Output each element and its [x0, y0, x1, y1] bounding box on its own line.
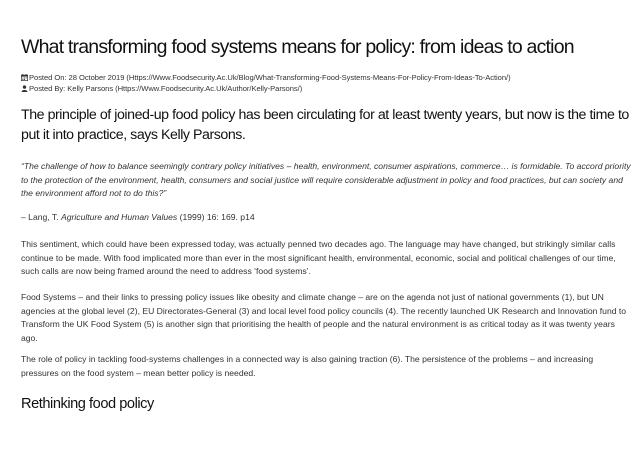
block-quote: “The challenge of how to balance seemingly contrary policy initiatives – health, environment, consumer aspirations, commerce… is formidable. To accord priority to the protection of the environment, health, consumers and social justice will require considerable adjustment in policy and food practices, but can society and the environment afford not to do this?”	[21, 161, 631, 199]
quote-citation	[21, 211, 631, 224]
posted-on[interactable]	[21, 73, 633, 83]
calendar-icon	[21, 74, 28, 81]
paragraph-3: The role of policy in tackling food-systems challenges in a connected way is also gaining traction (6). The persistence of the problems – and increasing pressures on the food system – mean better policy is needed.	[21, 354, 594, 378]
citation-prefix: – Lang, T.	[21, 212, 61, 222]
posted-on-text: Posted On: 28 October 2019 (Https://Www.Foodsecurity.Ac.Uk/Blog/What-Transforming-Food-Systems-Means-For-Policy-From-Ideas-To-Action/)	[29, 73, 511, 82]
section-heading: Rethinking food policy	[21, 396, 154, 412]
posted-by-text: Posted By: Kelly Parsons (Https://Www.Foodsecurity.Ac.Uk/Author/Kelly-Parsons/)	[29, 84, 303, 93]
article-lede: The principle of joined-up food policy has been circulating for at least twenty years, but now is the time to put it into practice, says Kelly Parsons.	[21, 107, 629, 143]
paragraph-2: Food Systems – and their links to pressing policy issues like obesity and climate change – are on the agenda not just of national governments (1), but UN agencies at the global level (2), EU Directorates-General (3) and local level food policy councils (4). The recently launched UK Research and Innovation fund to Transform the UK Food System (5) is another sign that prioritising the health of people and the natural environment is as critical today as it was twenty years ago.	[21, 292, 627, 343]
citation-suffix: (1999) 16: 169. p14	[177, 212, 255, 222]
paragraph-1: This sentiment, which could have been expressed today, was actually penned two decades ago. The language may have changed, but strikingly similar calls continue to be made. With food implicated more than ever in the most significant health, environmental, economic, social and political challenges of our time, such calls are now being framed around the need to address ‘food systems’.	[21, 239, 616, 277]
user-icon	[21, 85, 28, 92]
posted-by[interactable]	[21, 84, 633, 94]
citation-journal: Agriculture and Human Values	[60, 212, 178, 222]
article-title: What transforming food systems means for policy: from ideas to action	[21, 36, 574, 58]
